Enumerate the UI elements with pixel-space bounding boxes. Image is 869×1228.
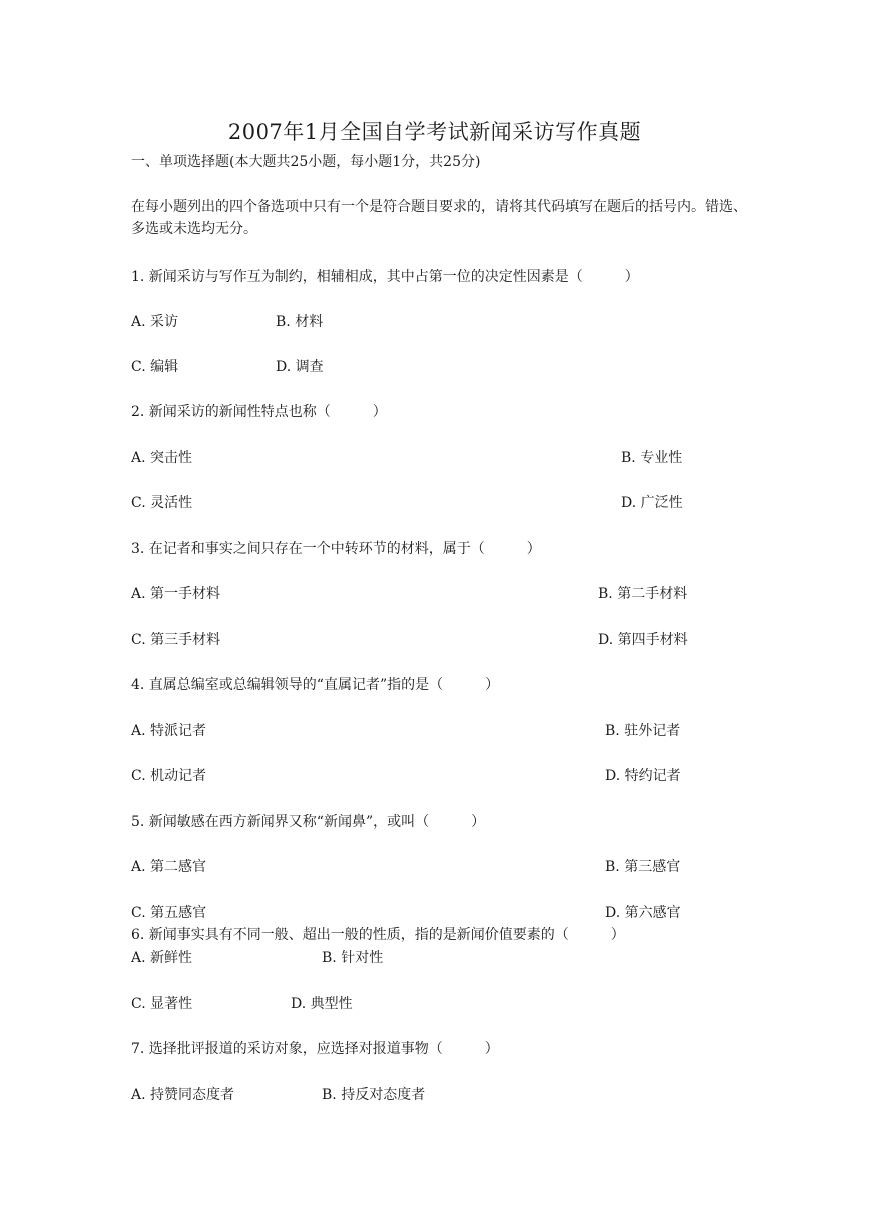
question-1-option-d: D. 调查 <box>276 359 324 375</box>
question-2-stem: 2. 新闻采访的新闻性特点也称（ ） <box>131 404 387 420</box>
question-6-option-b: B. 针对性 <box>322 950 384 966</box>
question-4-option-c: C. 机动记者 <box>131 768 207 784</box>
question-4-option-a: A. 特派记者 <box>131 723 207 739</box>
question-4-stem: 4. 直属总编室或总编辑领导的“直属记者”指的是（ ） <box>131 677 500 693</box>
question-6-stem: 6. 新闻事实具有不同一般、超出一般的性质，指的是新闻价值要素的（ ） <box>131 927 625 943</box>
document-title: 2007年1月全国自学考试新闻采访写作真题 <box>227 120 642 144</box>
question-6-option-c: C. 显著性 <box>131 996 193 1012</box>
question-3-option-a: A. 第一手材料 <box>131 586 221 602</box>
question-2-option-d: D. 广泛性 <box>621 495 683 511</box>
question-7-option-a: A. 持赞同态度者 <box>131 1087 235 1103</box>
question-2-option-c: C. 灵活性 <box>131 495 193 511</box>
question-5-option-b: B. 第三感官 <box>605 859 681 875</box>
question-5-stem: 5. 新闻敏感在西方新闻界又称“新闻鼻”，或叫（ ） <box>131 814 486 830</box>
question-3-option-c: C. 第三手材料 <box>131 632 221 648</box>
question-1-stem: 1. 新闻采访与写作互为制约，相辅相成，其中占第一位的决定性因素是（ ） <box>131 269 639 285</box>
question-1-option-a: A. 采访 <box>131 314 179 330</box>
question-7-option-b: B. 持反对态度者 <box>322 1087 426 1103</box>
question-6-option-d: D. 典型性 <box>291 996 353 1012</box>
question-2-option-b: B. 专业性 <box>621 450 683 466</box>
section-heading: 一、单项选择题(本大题共25小题，每小题1分，共25分) <box>131 154 481 170</box>
question-2-option-a: A. 突击性 <box>131 450 193 466</box>
question-6-option-a: A. 新鲜性 <box>131 950 193 966</box>
question-5-option-c: C. 第五感官 <box>131 905 207 921</box>
question-3-stem: 3. 在记者和事实之间只存在一个中转环节的材料，属于（ ） <box>131 541 541 557</box>
instruction-text: 在每小题列出的四个备选项中只有一个是符合题目要求的，请将其代码填写在题后的括号内。错选、多选或未选均无分。 <box>131 199 747 237</box>
question-4-option-b: B. 驻外记者 <box>605 723 681 739</box>
question-3-option-d: D. 第四手材料 <box>598 632 688 648</box>
question-3-option-b: B. 第二手材料 <box>598 586 688 602</box>
question-1-option-c: C. 编辑 <box>131 359 179 375</box>
question-5-option-a: A. 第二感官 <box>131 859 207 875</box>
question-1-option-b: B. 材料 <box>276 314 324 330</box>
question-5-option-d: D. 第六感官 <box>605 905 681 921</box>
question-7-stem: 7. 选择批评报道的采访对象，应选择对报道事物（ ） <box>131 1041 499 1057</box>
question-4-option-d: D. 特约记者 <box>605 768 681 784</box>
